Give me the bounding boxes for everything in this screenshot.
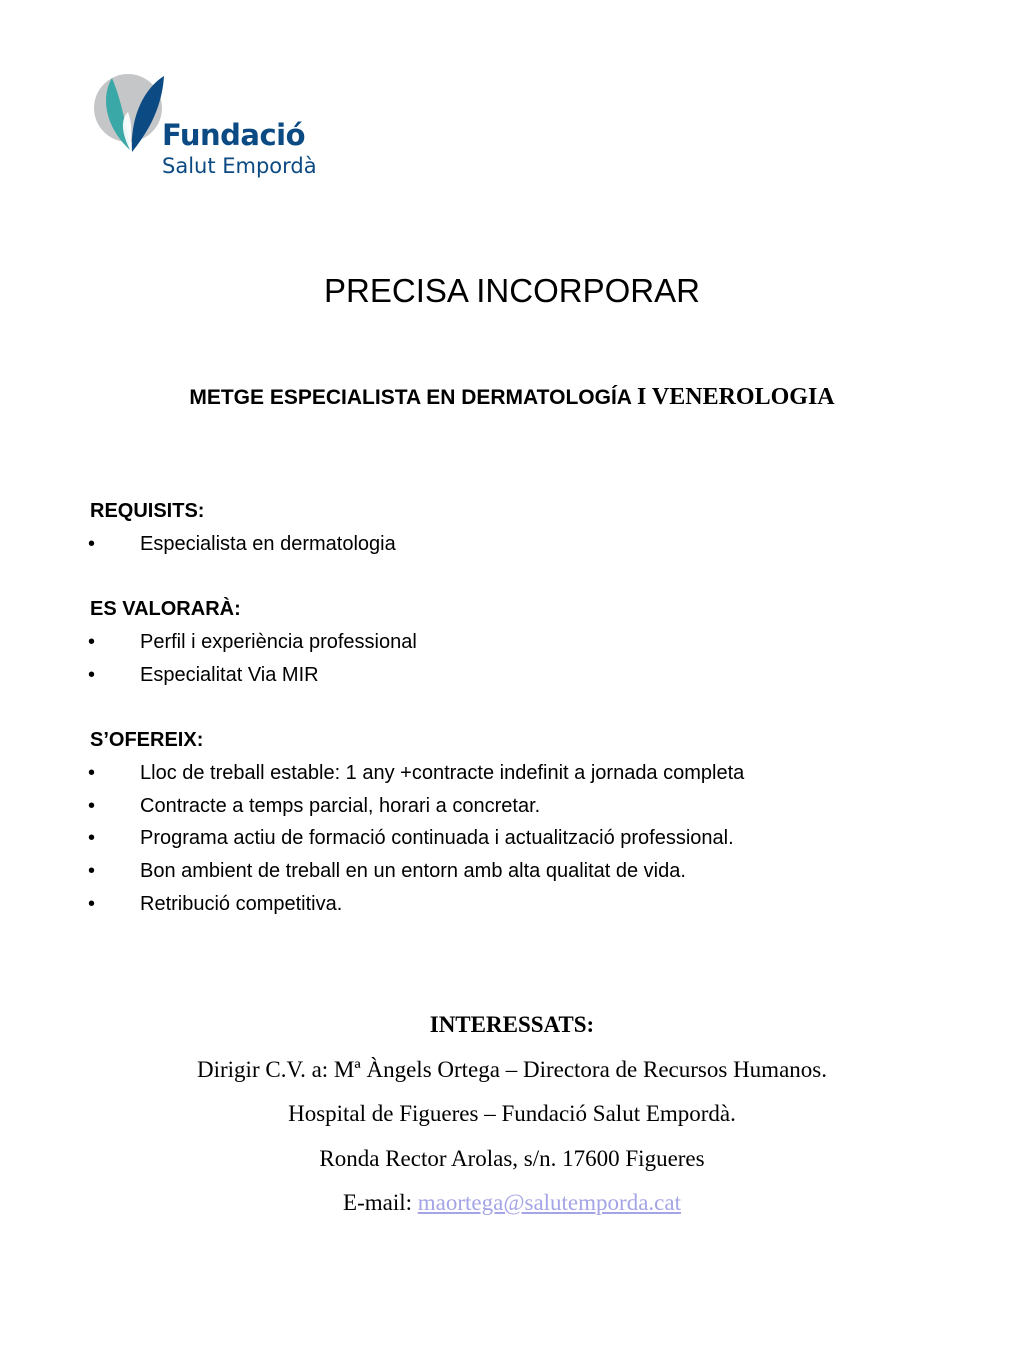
bullet-icon: • (88, 631, 96, 653)
contact-line-hospital: Hospital de Figueres – Fundació Salut Empordà. (288, 1101, 736, 1126)
logo-text-salut-emporda: Salut Empordà (162, 154, 317, 178)
list-item-text: Perfil i experiència professional (140, 631, 417, 653)
valorara-heading: ES VALORARÀ: (90, 598, 241, 620)
bullet-icon: • (88, 533, 96, 555)
subtitle-part1: METGE ESPECIALISTA EN DERMATOLOGÍA (189, 386, 632, 409)
page-title: PRECISA INCORPORAR (324, 272, 700, 309)
bullet-icon: • (88, 762, 96, 784)
bullet-icon: • (88, 827, 96, 849)
email-label: E-mail: (343, 1190, 418, 1215)
leaf-logo-icon (92, 68, 172, 158)
list-item-text: Programa actiu de formació continuada i actualització professional. (140, 827, 734, 849)
job-subtitle (0, 384, 1024, 411)
list-item-text: Contracte a temps parcial, horari a concretar. (140, 795, 541, 817)
list-item-text: Especialista en dermatologia (140, 533, 396, 555)
list-item-text: Especialitat Via MIR (140, 664, 319, 686)
list-item-text: Lloc de treball estable: 1 any +contracte indefinit a jornada completa (140, 762, 745, 784)
list-item-text: Bon ambient de treball en un entorn amb alta qualitat de vida. (140, 860, 686, 882)
bullet-icon: • (88, 664, 96, 686)
email-link[interactable]: maortega@salutemporda.cat (417, 1190, 681, 1215)
contact-line-email (0, 1190, 1024, 1216)
bullet-icon: • (88, 860, 96, 882)
bullet-icon: • (88, 795, 96, 817)
list-item-text: Retribució competitiva. (140, 893, 343, 915)
contact-line-director: Dirigir C.V. a: Mª Àngels Ortega – Directora de Recursos Humanos. (197, 1057, 827, 1082)
contact-line-address: Ronda Rector Arolas, s/n. 17600 Figueres (319, 1146, 705, 1171)
bullet-icon: • (88, 893, 96, 915)
ofereix-heading: S’OFEREIX: (90, 729, 204, 751)
subtitle-part2: I VENEROLOGIA (637, 384, 835, 410)
logo-text-fundacio: Fundació (162, 118, 306, 152)
contact-heading: INTERESSATS: (429, 1012, 595, 1037)
requisits-heading: REQUISITS: (90, 500, 205, 522)
